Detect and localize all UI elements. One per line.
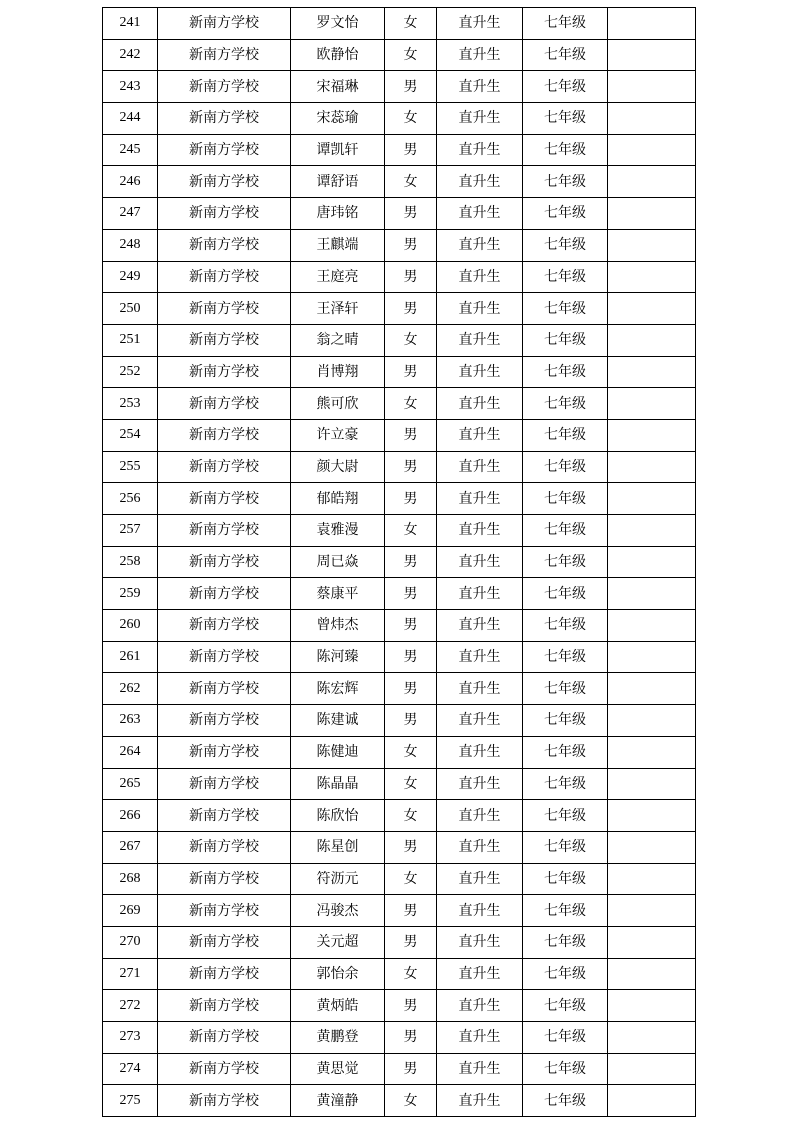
cell-enrollment-type: 直升生 xyxy=(437,1085,523,1117)
cell-student-name: 陈晶晶 xyxy=(291,768,385,800)
cell-number: 249 xyxy=(103,261,158,293)
cell-student-name: 曾炜杰 xyxy=(291,610,385,642)
cell-gender: 女 xyxy=(385,863,437,895)
cell-enrollment-type: 直升生 xyxy=(437,229,523,261)
cell-enrollment-type: 直升生 xyxy=(437,673,523,705)
cell-gender: 男 xyxy=(385,261,437,293)
cell-number: 245 xyxy=(103,134,158,166)
cell-school: 新南方学校 xyxy=(158,515,291,547)
cell-gender: 男 xyxy=(385,831,437,863)
cell-student-name: 熊可欣 xyxy=(291,388,385,420)
cell-enrollment-type: 直升生 xyxy=(437,451,523,483)
cell-school: 新南方学校 xyxy=(158,103,291,135)
cell-number: 261 xyxy=(103,641,158,673)
cell-grade: 七年级 xyxy=(523,673,608,705)
cell-number: 274 xyxy=(103,1053,158,1085)
cell-remark xyxy=(608,546,696,578)
cell-number: 251 xyxy=(103,324,158,356)
cell-student-name: 陈星创 xyxy=(291,831,385,863)
cell-gender: 男 xyxy=(385,705,437,737)
cell-enrollment-type: 直升生 xyxy=(437,71,523,103)
cell-school: 新南方学校 xyxy=(158,483,291,515)
cell-enrollment-type: 直升生 xyxy=(437,800,523,832)
cell-gender: 男 xyxy=(385,610,437,642)
cell-enrollment-type: 直升生 xyxy=(437,166,523,198)
cell-student-name: 黄思觉 xyxy=(291,1053,385,1085)
cell-number: 265 xyxy=(103,768,158,800)
cell-gender: 男 xyxy=(385,71,437,103)
cell-school: 新南方学校 xyxy=(158,134,291,166)
table-row xyxy=(103,800,696,832)
table-row xyxy=(103,103,696,135)
cell-enrollment-type: 直升生 xyxy=(437,705,523,737)
cell-remark xyxy=(608,895,696,927)
table-row xyxy=(103,926,696,958)
cell-enrollment-type: 直升生 xyxy=(437,736,523,768)
table-row xyxy=(103,483,696,515)
table-row xyxy=(103,1053,696,1085)
cell-gender: 男 xyxy=(385,546,437,578)
cell-remark xyxy=(608,800,696,832)
cell-remark xyxy=(608,1085,696,1117)
cell-grade: 七年级 xyxy=(523,356,608,388)
cell-school: 新南方学校 xyxy=(158,356,291,388)
cell-grade: 七年级 xyxy=(523,768,608,800)
cell-grade: 七年级 xyxy=(523,419,608,451)
cell-student-name: 宋蕊瑜 xyxy=(291,103,385,135)
cell-grade: 七年级 xyxy=(523,483,608,515)
cell-remark xyxy=(608,293,696,325)
cell-gender: 男 xyxy=(385,356,437,388)
cell-number: 248 xyxy=(103,229,158,261)
table-row xyxy=(103,610,696,642)
cell-enrollment-type: 直升生 xyxy=(437,578,523,610)
cell-grade: 七年级 xyxy=(523,451,608,483)
table-row xyxy=(103,863,696,895)
cell-gender: 男 xyxy=(385,419,437,451)
cell-remark xyxy=(608,578,696,610)
cell-enrollment-type: 直升生 xyxy=(437,261,523,293)
cell-grade: 七年级 xyxy=(523,1022,608,1054)
table-row xyxy=(103,261,696,293)
cell-enrollment-type: 直升生 xyxy=(437,768,523,800)
cell-remark xyxy=(608,261,696,293)
cell-student-name: 谭凯轩 xyxy=(291,134,385,166)
table-row xyxy=(103,768,696,800)
cell-school: 新南方学校 xyxy=(158,261,291,293)
cell-school: 新南方学校 xyxy=(158,39,291,71)
cell-grade: 七年级 xyxy=(523,800,608,832)
cell-number: 243 xyxy=(103,71,158,103)
table-row xyxy=(103,293,696,325)
cell-grade: 七年级 xyxy=(523,578,608,610)
cell-school: 新南方学校 xyxy=(158,293,291,325)
cell-student-name: 陈建诚 xyxy=(291,705,385,737)
cell-grade: 七年级 xyxy=(523,261,608,293)
cell-gender: 女 xyxy=(385,388,437,420)
cell-number: 272 xyxy=(103,990,158,1022)
cell-grade: 七年级 xyxy=(523,198,608,230)
cell-remark xyxy=(608,356,696,388)
table-row xyxy=(103,39,696,71)
table-row xyxy=(103,546,696,578)
table-row xyxy=(103,578,696,610)
cell-school: 新南方学校 xyxy=(158,831,291,863)
table-row xyxy=(103,1022,696,1054)
cell-gender: 女 xyxy=(385,736,437,768)
cell-student-name: 郁皓翔 xyxy=(291,483,385,515)
cell-gender: 男 xyxy=(385,641,437,673)
table-row xyxy=(103,990,696,1022)
cell-remark xyxy=(608,831,696,863)
cell-school: 新南方学校 xyxy=(158,895,291,927)
cell-enrollment-type: 直升生 xyxy=(437,483,523,515)
table-row xyxy=(103,958,696,990)
cell-gender: 女 xyxy=(385,8,437,40)
cell-student-name: 罗文怡 xyxy=(291,8,385,40)
cell-number: 252 xyxy=(103,356,158,388)
cell-remark xyxy=(608,71,696,103)
cell-student-name: 陈宏辉 xyxy=(291,673,385,705)
cell-number: 263 xyxy=(103,705,158,737)
cell-student-name: 冯骏杰 xyxy=(291,895,385,927)
cell-grade: 七年级 xyxy=(523,39,608,71)
table-row xyxy=(103,198,696,230)
cell-number: 262 xyxy=(103,673,158,705)
table-row xyxy=(103,736,696,768)
cell-school: 新南方学校 xyxy=(158,958,291,990)
cell-grade: 七年级 xyxy=(523,388,608,420)
table-row xyxy=(103,515,696,547)
cell-enrollment-type: 直升生 xyxy=(437,293,523,325)
cell-enrollment-type: 直升生 xyxy=(437,103,523,135)
cell-remark xyxy=(608,8,696,40)
cell-enrollment-type: 直升生 xyxy=(437,641,523,673)
cell-grade: 七年级 xyxy=(523,134,608,166)
cell-grade: 七年级 xyxy=(523,705,608,737)
cell-remark xyxy=(608,166,696,198)
cell-number: 255 xyxy=(103,451,158,483)
cell-school: 新南方学校 xyxy=(158,1085,291,1117)
cell-remark xyxy=(608,768,696,800)
cell-grade: 七年级 xyxy=(523,641,608,673)
cell-gender: 男 xyxy=(385,895,437,927)
cell-remark xyxy=(608,103,696,135)
cell-student-name: 谭舒语 xyxy=(291,166,385,198)
cell-number: 246 xyxy=(103,166,158,198)
table-row xyxy=(103,1085,696,1117)
cell-number: 254 xyxy=(103,419,158,451)
cell-number: 268 xyxy=(103,863,158,895)
cell-enrollment-type: 直升生 xyxy=(437,863,523,895)
cell-grade: 七年级 xyxy=(523,166,608,198)
cell-gender: 男 xyxy=(385,673,437,705)
table-body xyxy=(103,8,696,1117)
cell-number: 266 xyxy=(103,800,158,832)
cell-gender: 女 xyxy=(385,1085,437,1117)
cell-gender: 男 xyxy=(385,1022,437,1054)
cell-student-name: 颜大尉 xyxy=(291,451,385,483)
cell-enrollment-type: 直升生 xyxy=(437,546,523,578)
cell-remark xyxy=(608,324,696,356)
cell-grade: 七年级 xyxy=(523,103,608,135)
cell-enrollment-type: 直升生 xyxy=(437,134,523,166)
cell-student-name: 肖博翔 xyxy=(291,356,385,388)
cell-grade: 七年级 xyxy=(523,958,608,990)
cell-gender: 男 xyxy=(385,229,437,261)
cell-number: 257 xyxy=(103,515,158,547)
table-row xyxy=(103,419,696,451)
cell-number: 264 xyxy=(103,736,158,768)
cell-grade: 七年级 xyxy=(523,71,608,103)
table-row xyxy=(103,324,696,356)
cell-school: 新南方学校 xyxy=(158,324,291,356)
cell-grade: 七年级 xyxy=(523,863,608,895)
cell-school: 新南方学校 xyxy=(158,388,291,420)
cell-remark xyxy=(608,705,696,737)
cell-gender: 男 xyxy=(385,926,437,958)
cell-remark xyxy=(608,673,696,705)
cell-student-name: 关元超 xyxy=(291,926,385,958)
cell-remark xyxy=(608,483,696,515)
cell-school: 新南方学校 xyxy=(158,546,291,578)
cell-school: 新南方学校 xyxy=(158,578,291,610)
cell-enrollment-type: 直升生 xyxy=(437,39,523,71)
cell-school: 新南方学校 xyxy=(158,71,291,103)
cell-enrollment-type: 直升生 xyxy=(437,831,523,863)
cell-grade: 七年级 xyxy=(523,229,608,261)
cell-student-name: 陈河臻 xyxy=(291,641,385,673)
table-row xyxy=(103,134,696,166)
cell-school: 新南方学校 xyxy=(158,736,291,768)
table-row xyxy=(103,451,696,483)
cell-grade: 七年级 xyxy=(523,546,608,578)
cell-number: 269 xyxy=(103,895,158,927)
cell-student-name: 王庭亮 xyxy=(291,261,385,293)
cell-school: 新南方学校 xyxy=(158,610,291,642)
cell-school: 新南方学校 xyxy=(158,926,291,958)
table-row xyxy=(103,388,696,420)
cell-grade: 七年级 xyxy=(523,990,608,1022)
cell-gender: 女 xyxy=(385,800,437,832)
cell-student-name: 欧静怡 xyxy=(291,39,385,71)
cell-grade: 七年级 xyxy=(523,1085,608,1117)
cell-enrollment-type: 直升生 xyxy=(437,515,523,547)
cell-student-name: 蔡康平 xyxy=(291,578,385,610)
cell-gender: 女 xyxy=(385,166,437,198)
cell-school: 新南方学校 xyxy=(158,990,291,1022)
cell-enrollment-type: 直升生 xyxy=(437,8,523,40)
cell-gender: 男 xyxy=(385,578,437,610)
cell-remark xyxy=(608,610,696,642)
cell-student-name: 黄潼静 xyxy=(291,1085,385,1117)
cell-student-name: 袁雅漫 xyxy=(291,515,385,547)
cell-remark xyxy=(608,990,696,1022)
cell-gender: 女 xyxy=(385,103,437,135)
cell-number: 275 xyxy=(103,1085,158,1117)
cell-student-name: 王泽轩 xyxy=(291,293,385,325)
cell-number: 241 xyxy=(103,8,158,40)
table-row xyxy=(103,705,696,737)
cell-enrollment-type: 直升生 xyxy=(437,324,523,356)
cell-student-name: 符沥元 xyxy=(291,863,385,895)
cell-school: 新南方学校 xyxy=(158,705,291,737)
cell-school: 新南方学校 xyxy=(158,673,291,705)
cell-remark xyxy=(608,451,696,483)
cell-student-name: 宋福琳 xyxy=(291,71,385,103)
table-row xyxy=(103,641,696,673)
cell-remark xyxy=(608,926,696,958)
cell-number: 253 xyxy=(103,388,158,420)
cell-gender: 男 xyxy=(385,1053,437,1085)
cell-remark xyxy=(608,863,696,895)
cell-enrollment-type: 直升生 xyxy=(437,1053,523,1085)
cell-school: 新南方学校 xyxy=(158,198,291,230)
cell-enrollment-type: 直升生 xyxy=(437,958,523,990)
cell-number: 244 xyxy=(103,103,158,135)
cell-student-name: 唐玮铭 xyxy=(291,198,385,230)
cell-number: 273 xyxy=(103,1022,158,1054)
cell-student-name: 王麒端 xyxy=(291,229,385,261)
table-row xyxy=(103,166,696,198)
cell-grade: 七年级 xyxy=(523,293,608,325)
cell-school: 新南方学校 xyxy=(158,641,291,673)
cell-number: 270 xyxy=(103,926,158,958)
cell-remark xyxy=(608,958,696,990)
cell-enrollment-type: 直升生 xyxy=(437,198,523,230)
cell-remark xyxy=(608,198,696,230)
cell-enrollment-type: 直升生 xyxy=(437,356,523,388)
cell-school: 新南方学校 xyxy=(158,419,291,451)
cell-remark xyxy=(608,419,696,451)
cell-student-name: 陈健迪 xyxy=(291,736,385,768)
cell-gender: 男 xyxy=(385,451,437,483)
cell-number: 260 xyxy=(103,610,158,642)
cell-enrollment-type: 直升生 xyxy=(437,990,523,1022)
cell-remark xyxy=(608,134,696,166)
cell-gender: 男 xyxy=(385,483,437,515)
cell-number: 271 xyxy=(103,958,158,990)
cell-remark xyxy=(608,229,696,261)
cell-remark xyxy=(608,1053,696,1085)
cell-gender: 女 xyxy=(385,958,437,990)
cell-student-name: 许立豪 xyxy=(291,419,385,451)
cell-school: 新南方学校 xyxy=(158,1022,291,1054)
cell-number: 258 xyxy=(103,546,158,578)
table-row xyxy=(103,673,696,705)
cell-grade: 七年级 xyxy=(523,736,608,768)
cell-gender: 男 xyxy=(385,198,437,230)
cell-student-name: 黄炳皓 xyxy=(291,990,385,1022)
cell-remark xyxy=(608,39,696,71)
cell-number: 256 xyxy=(103,483,158,515)
cell-number: 247 xyxy=(103,198,158,230)
cell-grade: 七年级 xyxy=(523,610,608,642)
cell-enrollment-type: 直升生 xyxy=(437,926,523,958)
table-row xyxy=(103,71,696,103)
cell-number: 242 xyxy=(103,39,158,71)
cell-school: 新南方学校 xyxy=(158,863,291,895)
cell-school: 新南方学校 xyxy=(158,451,291,483)
cell-grade: 七年级 xyxy=(523,1053,608,1085)
cell-grade: 七年级 xyxy=(523,8,608,40)
table-row xyxy=(103,229,696,261)
cell-enrollment-type: 直升生 xyxy=(437,388,523,420)
cell-grade: 七年级 xyxy=(523,895,608,927)
cell-enrollment-type: 直升生 xyxy=(437,419,523,451)
cell-gender: 男 xyxy=(385,293,437,325)
cell-school: 新南方学校 xyxy=(158,1053,291,1085)
cell-enrollment-type: 直升生 xyxy=(437,895,523,927)
cell-grade: 七年级 xyxy=(523,926,608,958)
cell-grade: 七年级 xyxy=(523,831,608,863)
cell-student-name: 陈欣怡 xyxy=(291,800,385,832)
cell-number: 259 xyxy=(103,578,158,610)
cell-remark xyxy=(608,388,696,420)
cell-school: 新南方学校 xyxy=(158,8,291,40)
cell-grade: 七年级 xyxy=(523,515,608,547)
cell-student-name: 郭怡余 xyxy=(291,958,385,990)
cell-gender: 男 xyxy=(385,134,437,166)
cell-student-name: 翁之晴 xyxy=(291,324,385,356)
cell-remark xyxy=(608,736,696,768)
cell-gender: 女 xyxy=(385,515,437,547)
cell-grade: 七年级 xyxy=(523,324,608,356)
cell-student-name: 周已焱 xyxy=(291,546,385,578)
cell-student-name: 黄鹏登 xyxy=(291,1022,385,1054)
table-row xyxy=(103,895,696,927)
cell-school: 新南方学校 xyxy=(158,800,291,832)
cell-school: 新南方学校 xyxy=(158,229,291,261)
cell-enrollment-type: 直升生 xyxy=(437,1022,523,1054)
cell-school: 新南方学校 xyxy=(158,768,291,800)
cell-enrollment-type: 直升生 xyxy=(437,610,523,642)
cell-remark xyxy=(608,641,696,673)
cell-number: 250 xyxy=(103,293,158,325)
cell-school: 新南方学校 xyxy=(158,166,291,198)
table-row xyxy=(103,356,696,388)
table-row xyxy=(103,8,696,40)
cell-remark xyxy=(608,1022,696,1054)
cell-gender: 男 xyxy=(385,990,437,1022)
student-roster-table xyxy=(102,7,696,1117)
cell-gender: 女 xyxy=(385,39,437,71)
table-row xyxy=(103,831,696,863)
cell-gender: 女 xyxy=(385,768,437,800)
cell-remark xyxy=(608,515,696,547)
cell-number: 267 xyxy=(103,831,158,863)
cell-gender: 女 xyxy=(385,324,437,356)
